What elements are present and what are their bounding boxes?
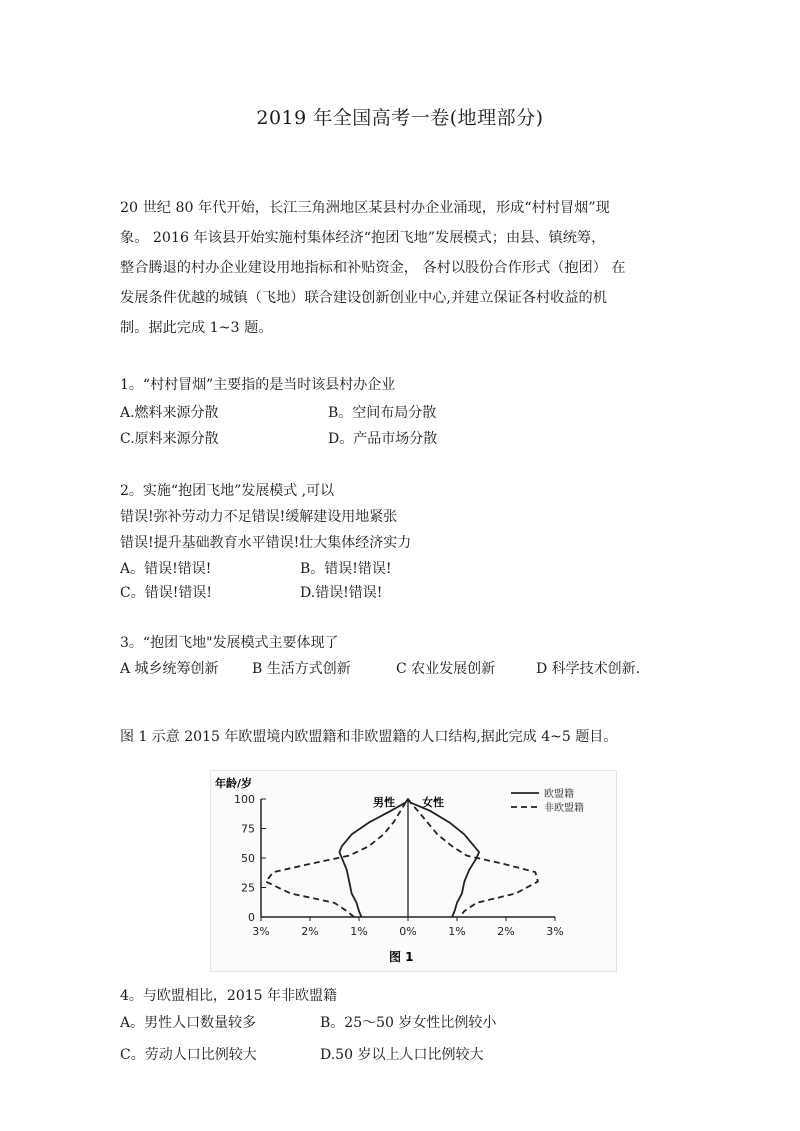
chart-legend <box>511 787 584 814</box>
figure-intro: 图 1 示意 2015 年欧盟境内欧盟籍和非欧盟籍的人口结构,据此完成 4~5 题目。 <box>120 729 618 745</box>
reading-passage <box>120 193 680 343</box>
figure-caption: 图 1 <box>389 950 414 964</box>
question-2-stem: 2。实施“抱团飞地”发展模式 ,可以 <box>120 483 335 499</box>
q3-option-b: B 生活方式创新 <box>252 661 351 677</box>
y-tick-label: 75 <box>241 822 255 836</box>
x-tick-label: 1% <box>448 925 466 938</box>
q2-item-line: 错误!提升基础教育水平错误!壮大集体经济实力 <box>120 535 412 551</box>
eu-series-line <box>339 799 479 917</box>
x-tick-label: 3% <box>546 925 564 938</box>
passage-line: 20 世纪 80 年代开始，长江三角洲地区某县村办企业涌现，形成“村村冒烟”现 <box>120 200 610 216</box>
female-label: 女性 <box>422 796 444 809</box>
y-tick-label: 0 <box>248 911 255 924</box>
page-title: 2019 年全国高考一卷(地理部分) <box>256 107 544 129</box>
chart-series <box>266 799 538 917</box>
y-tick-label: 25 <box>241 881 255 895</box>
legend-label: 非欧盟籍 <box>544 803 584 814</box>
y-tick-label: 50 <box>241 852 255 865</box>
chart-axes <box>261 799 555 917</box>
q1-option-c: C.原料来源分散 <box>120 431 219 447</box>
x-tick-label: 2% <box>497 925 515 938</box>
q3-option-c: C 农业发展创新 <box>396 661 496 677</box>
q2-option-c: C。错误!错误! <box>120 585 212 601</box>
x-tick-label: 2% <box>301 925 319 938</box>
q2-option-a: A。错误!错误! <box>120 561 212 577</box>
y-axis-label: 年龄/岁 <box>215 777 253 790</box>
passage-line: 发展条件优越的城镇（飞地）联合建设创新创业中心,并建立保证各村收益的机 <box>120 290 607 306</box>
q4-option-c: C。劳动人口比例较大 <box>120 1047 257 1063</box>
question-4-stem: 4。与欧盟相比，2015 年非欧盟籍 <box>120 988 337 1004</box>
q2-item-line: 错误!弥补劳动力不足错误!缓解建设用地紧张 <box>120 509 398 525</box>
non-eu-series-line <box>266 799 538 917</box>
passage-line: 制。据此完成 1~3 题。 <box>120 320 273 336</box>
x-tick-label: 3% <box>252 925 270 938</box>
population-pyramid-figure <box>210 770 617 972</box>
q2-option-d: D.错误!错误! <box>300 585 383 601</box>
q1-option-a: A.燃料来源分散 <box>120 405 219 421</box>
population-pyramid-chart <box>211 771 616 971</box>
q4-option-d: D.50 岁以上人口比例较大 <box>320 1047 484 1063</box>
question-1-stem: 1。“村村冒烟”主要指的是当时该县村办企业 <box>120 377 396 393</box>
q3-option-d: D 科学技术创新. <box>536 661 641 677</box>
q4-option-a: A。男性人口数量较多 <box>120 1015 257 1031</box>
male-label: 男性 <box>373 796 395 809</box>
q1-option-b: B。空间布局分散 <box>328 405 437 421</box>
q3-option-a: A 城乡统筹创新 <box>120 661 219 677</box>
y-tick-label: 100 <box>234 793 255 806</box>
q4-option-b: B。25～50 岁女性比例较小 <box>320 1015 497 1031</box>
x-tick-label: 0% <box>399 925 417 938</box>
legend-label: 欧盟籍 <box>544 789 574 800</box>
passage-line: 整合腾退的村办企业建设用地指标和补贴资金， 各村以股份合作形式（抱团） 在 <box>120 260 626 276</box>
x-tick-label: 1% <box>350 925 368 938</box>
passage-line: 象。 2016 年该县开始实施村集体经济“抱团飞地”发展模式；由县、镇统筹， <box>120 230 606 246</box>
q1-option-d: D。产品市场分散 <box>328 431 438 447</box>
q2-option-b: B。错误!错误! <box>300 561 392 577</box>
question-3-stem: 3。“抱团飞地"发展模式主要体现了 <box>120 635 339 651</box>
